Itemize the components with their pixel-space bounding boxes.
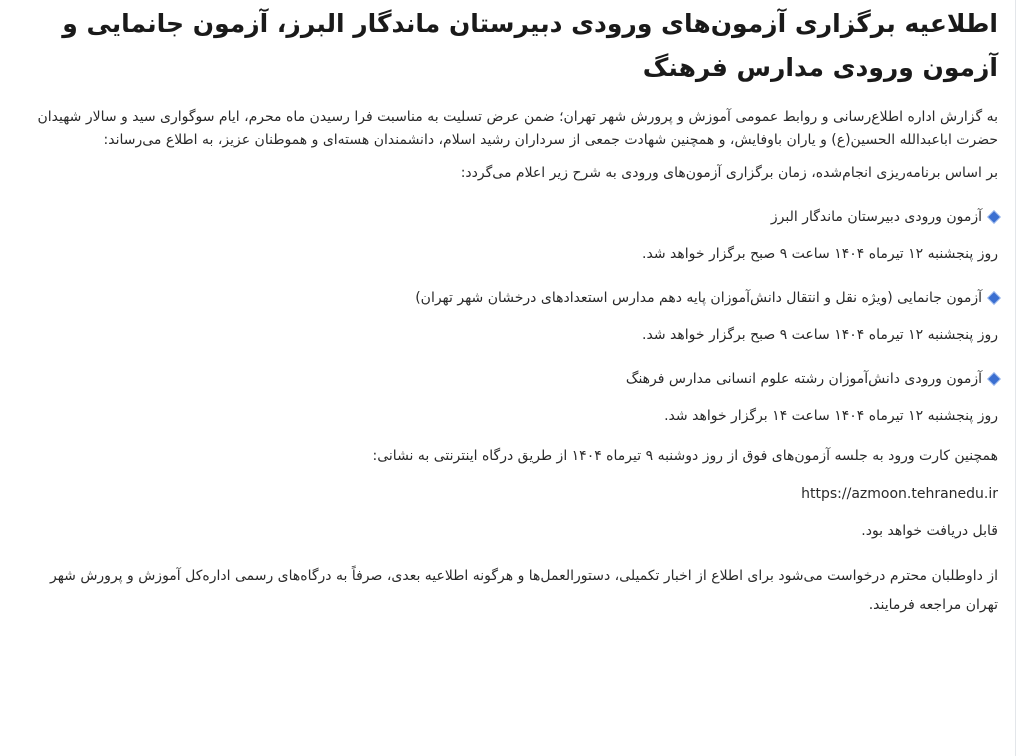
exam-item-label: آزمون ورودی دانش‌آموزان رشته علوم انسانی مدارس فرهنگ (625, 371, 982, 387)
exam-item-date: روز پنجشنبه ۱۲ تیرماه ۱۴۰۴ ساعت ۹ صبح برگزار خواهد شد. (642, 246, 998, 262)
intro-paragraph: به گزارش اداره اطلاع‌رسانی و روابط عمومی آموزش و پرورش شهر تهران؛ ضمن عرض تسلیت به مناسبت فرا رسیدن ماه محرم، ایام سوگواری سید و سالار شهیدان حضرت اباعبدالله الحسین(ع) و یاران باوفایش، و همچنین شهادت جمعی از سرداران رشید اسلام، دانشمندان هسته‌ای و هموطنان عزیز، به اطلاع می‌رساند: (37, 109, 998, 148)
exam-item-date: روز پنجشنبه ۱۲ تیرماه ۱۴۰۴ ساعت ۹ صبح برگزار خواهد شد. (642, 327, 998, 343)
right-divider (1015, 0, 1016, 756)
exam-item-placement (26, 287, 998, 309)
closing-paragraph: از داوطلبان محترم درخواست می‌شود برای اطلاع از اخبار تکمیلی، دستورالعمل‌ها و هرگونه اطلاعیه بعدی، صرفاً به درگاه‌های رسمی اداره‌کل آموزش و پرورش شهر تهران مراجعه فرمایند. (49, 568, 998, 613)
exam-item-alborz (26, 206, 998, 228)
entry-card-notice: همچنین کارت ورود به جلسه آزمون‌های فوق از روز دوشنبه ۹ تیرماه ۱۴۰۴ از طریق درگاه اینترنتی به نشانی: (372, 448, 998, 464)
exam-item-label: آزمون جانمایی (ویژه نقل و انتقال دانش‌آموزان پایه دهم مدارس استعدادهای درخشان شهر تهران) (415, 290, 982, 306)
lead-paragraph: بر اساس برنامه‌ریزی انجام‌شده، زمان برگزاری آزمون‌های ورودی به شرح زیر اعلام می‌گردد: (460, 165, 998, 181)
diamond-bullet-icon (988, 373, 999, 384)
diamond-bullet-icon (988, 292, 999, 303)
exam-item-farhang (26, 368, 998, 390)
receive-note: قابل دریافت خواهد بود. (861, 523, 998, 539)
article-title: اطلاعیه برگزاری آزمون‌های ورودی دبیرستان ماندگار البرز، آزمون جانمایی و آزمون ورودی مدارس فرهنگ (62, 9, 998, 82)
exam-item-label: آزمون ورودی دبیرستان ماندگار البرز (770, 209, 982, 225)
diamond-bullet-icon (988, 211, 999, 222)
portal-url-link[interactable]: https://azmoon.tehranedu.ir (801, 486, 998, 502)
exam-item-date: روز پنجشنبه ۱۲ تیرماه ۱۴۰۴ ساعت ۱۴ برگزار خواهد شد. (664, 408, 998, 424)
article-body (26, 106, 998, 620)
